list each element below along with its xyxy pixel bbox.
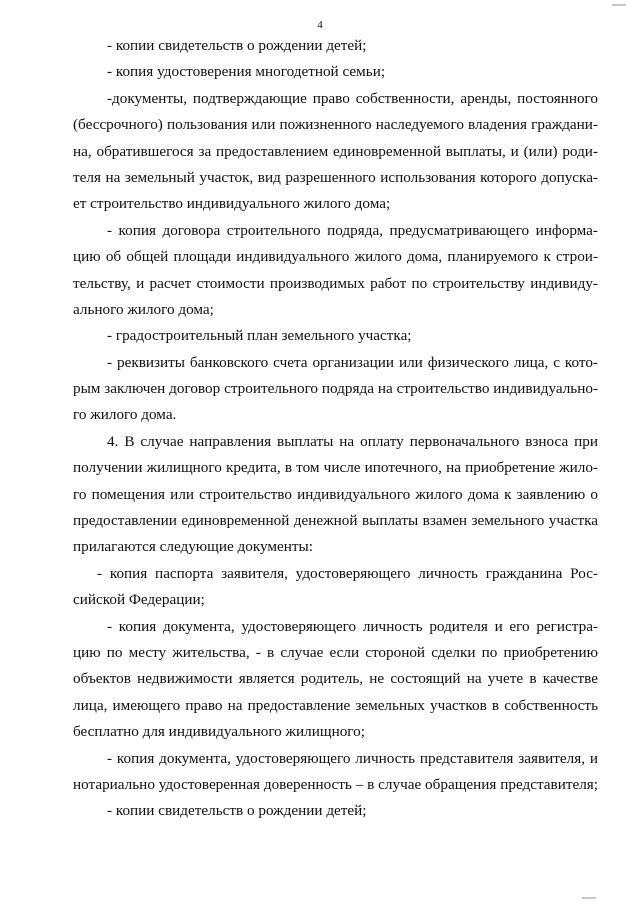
text-line: предоставлении единовременной денежной выплаты взамен земельного участка bbox=[73, 512, 598, 530]
text-line: сийской Федерации; bbox=[73, 591, 205, 609]
text-line: (бессрочного) пользования или пожизненного наследуемого владения граждани- bbox=[73, 116, 598, 134]
page-number: 4 bbox=[317, 19, 323, 31]
text-line: го жилого дома. bbox=[73, 406, 177, 424]
document-body bbox=[73, 33, 598, 825]
text-line: - копия удостоверения многодетной семьи; bbox=[107, 63, 386, 81]
text-line: - копии свидетельств о рождении детей; bbox=[107, 37, 367, 54]
text-line: тельству, и расчет стоимости производимых работ по строительству индивиду- bbox=[73, 274, 598, 292]
text-line: - реквизиты банковского счета организации или физического лица, с кото- bbox=[107, 353, 598, 371]
text-line: бесплатно для индивидуального жилищного; bbox=[73, 723, 365, 741]
text-line: прилагаются следующие документы: bbox=[73, 538, 313, 556]
text-line: 4. В случае направления выплаты на оплату первоначального взноса при bbox=[107, 432, 598, 450]
text-line: лица, имеющего право на предоставление земельных участков в собственность bbox=[73, 696, 598, 714]
text-line: цию по месту жительства, - в случае если стороной сделки по приобретению bbox=[73, 643, 598, 661]
text-line: ет строительство индивидуального жилого дома; bbox=[73, 195, 391, 213]
text-line: нотариально удостоверенная доверенность – в случае обращения представителя; bbox=[73, 775, 598, 793]
text-line: получении жилищного кредита, в том числе ипотечного, на приобретение жило- bbox=[73, 459, 598, 477]
text-line: го помещения или строительство индивидуального жилого дома к заявлению о bbox=[73, 485, 598, 503]
text-line: -документы, подтверждающие право собственности, аренды, постоянного bbox=[107, 89, 598, 107]
text-line: рым заключен договор строительного подряда на строительство индивидуально- bbox=[73, 380, 598, 398]
text-line: - копия документа, удостоверяющего личность родителя и его регистра- bbox=[107, 617, 598, 635]
text-line: ального жилого дома; bbox=[73, 300, 214, 318]
text-line: - копия документа, удостоверяющего личность представителя заявителя, и bbox=[107, 749, 598, 767]
scan-artifact-bottom bbox=[582, 897, 596, 899]
text-line: объектов недвижимости является родитель, не состоящий на учете в качестве bbox=[73, 670, 598, 688]
text-line: цию об общей площади индивидуального жилого дома, планируемого к строи- bbox=[73, 248, 598, 266]
scan-artifact-top bbox=[612, 4, 626, 6]
text-line: - копии свидетельств о рождении детей; bbox=[107, 802, 367, 820]
text-line: - градостроительный план земельного участка; bbox=[107, 327, 412, 345]
text-line: на, обратившегося за предоставлением единовременной выплаты, и (или) роди- bbox=[73, 142, 598, 160]
text-line: - копия паспорта заявителя, удостоверяющего личность гражданина Рос- bbox=[97, 564, 598, 582]
text-line: теля на земельный участок, вид разрешенного использования которого допуска- bbox=[73, 168, 598, 186]
text-line: - копия договора строительного подряда, предусматривающего информа- bbox=[107, 221, 598, 239]
